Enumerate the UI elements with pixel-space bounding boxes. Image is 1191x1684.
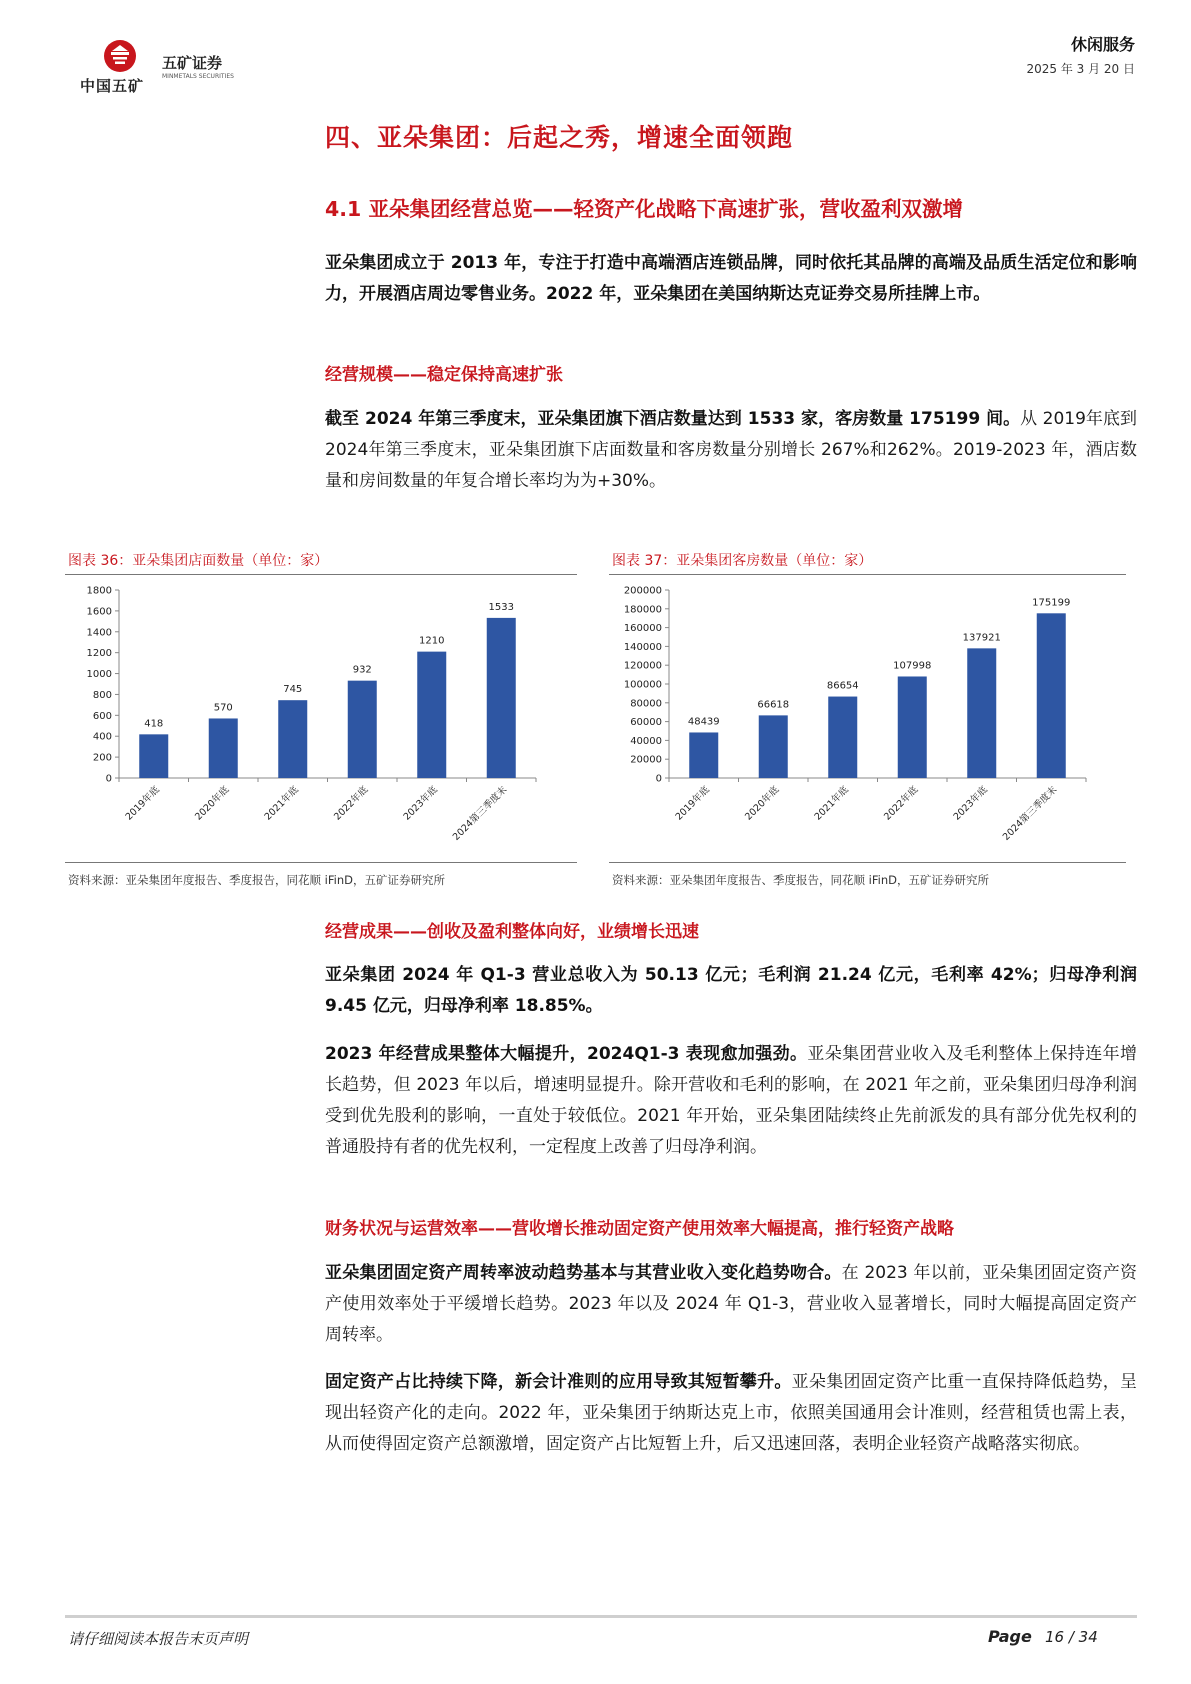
chart-36-source: 资料来源：亚朵集团年度报告、季度报告，同花顺 iFinD，五矿证券研究所: [68, 873, 445, 887]
y-tick-label: 160000: [623, 623, 662, 635]
subsection-title: 4.1 亚朵集团经营总览——轻资产化战略下高速扩张，营收盈利双激增: [325, 197, 963, 221]
x-tick-label: 2024第三季度末: [1000, 784, 1060, 843]
y-tick-label: 180000: [623, 604, 662, 616]
scale-rest: 从 2019年底到2024年第三季度末，亚朵集团旗下店面数量和客房数量分别增长 267%和262%。2019-2023 年，酒店数量和房间数量的年复合增长率均为为+30%。: [325, 409, 1137, 491]
data-label: 570: [213, 702, 233, 714]
bar: [139, 734, 168, 778]
chart-36-top-rule: [65, 574, 577, 575]
page-label: Page: [988, 1627, 1032, 1646]
logo-english-name: MINMETALS SECURITIES: [162, 73, 234, 80]
results-detail-paragraph: [325, 1039, 1137, 1163]
bar: [348, 681, 377, 778]
data-label: 86654: [826, 680, 859, 692]
footer-rule: [65, 1615, 1137, 1618]
y-tick-label: 600: [92, 710, 112, 722]
bar: [487, 618, 516, 778]
x-tick-label: 2021年底: [812, 784, 851, 823]
chart-37-source: 资料来源：亚朵集团年度报告、季度报告，同花顺 iFinD，五矿证券研究所: [612, 873, 989, 887]
bar: [689, 732, 718, 778]
y-tick-label: 0: [655, 773, 662, 785]
x-tick-label: 2019年底: [123, 784, 162, 823]
y-tick-label: 40000: [630, 735, 662, 747]
x-tick-label: 2020年底: [743, 784, 782, 823]
y-tick-label: 1600: [86, 606, 112, 618]
y-tick-label: 1200: [86, 648, 112, 660]
x-tick-label: 2023年底: [401, 784, 440, 823]
results-summary: 亚朵集团 2024 年 Q1-3 营业总收入为 50.13 亿元；毛利润 21.24 亿元，毛利率 42%；归母净利润 9.45 亿元，归母净利率 18.85%。: [325, 965, 1137, 1016]
results-detail-rest: 亚朵集团营业收入及毛利整体上保持连年增长趋势，但 2023 年以后，增速明显提升。除开营收和毛利的影响，在 2021 年之前，亚朵集团归母净利润受到优先股利的影响，一直处于较低位。2021 年开始，亚朵集团陆续终止先前派发的具有部分优先权利的普通股持有者的优先权利，一定程度上改善了归母净利润。: [325, 1044, 1138, 1157]
logo-chinese-name: 中国五矿: [80, 77, 145, 95]
y-tick-label: 400: [92, 731, 112, 743]
data-label: 66618: [757, 699, 790, 711]
company-logo: [80, 38, 240, 96]
chart-36-bottom-rule: [65, 862, 577, 863]
y-tick-label: 1000: [86, 669, 112, 681]
sector-label: 休闲服务: [1070, 35, 1135, 54]
page-number: 16 / 34: [1045, 1628, 1098, 1646]
y-tick-label: 1400: [86, 627, 112, 639]
chart-37-top-rule: [609, 574, 1126, 575]
section-title: 四、亚朵集团：后起之秀，增速全面领跑: [325, 123, 794, 152]
y-tick-label: 120000: [623, 660, 662, 672]
results-heading: 经营成果——创收及盈利整体向好，业绩增长迅速: [325, 922, 699, 942]
y-tick-label: 200: [92, 752, 112, 764]
stores-bar-chart: [65, 576, 577, 856]
finance-turnover-lead: 亚朵集团固定资产周转率波动趋势基本与其营业收入变化趋势吻合。: [325, 1263, 842, 1283]
x-tick-label: 2021年底: [262, 784, 301, 823]
logo-brand-name: 五矿证券: [162, 54, 223, 72]
x-tick-label: 2019年底: [673, 784, 712, 823]
bar: [1037, 613, 1066, 778]
data-label: 48439: [687, 716, 720, 728]
x-tick-label: 2023年底: [951, 784, 990, 823]
report-date: 2025 年 3 月 20 日: [1026, 62, 1135, 76]
data-label: 1210: [419, 635, 445, 647]
intro-paragraph: [325, 248, 1137, 310]
chart-37-title: 图表 37：亚朵集团客房数量（单位：家）: [612, 553, 873, 569]
y-tick-label: 0: [105, 773, 112, 785]
x-tick-label: 2020年底: [193, 784, 232, 823]
finance-heading: 财务状况与运营效率——营收增长推动固定资产使用效率大幅提高，推行轻资产战略: [325, 1219, 954, 1239]
finance-asset-rest: 亚朵集团固定资产比重一直保持降低趋势，呈现出轻资产化的走向。2022 年，亚朵集团于纳斯达克上市，依照美国通用会计准则，经营租赁也需上表，从而使得固定资产总额激增，固定资产占比短暂上升，后又迅速回落，表明企业轻资产战略落实彻底。: [325, 1372, 1138, 1454]
data-label: 107998: [893, 660, 932, 672]
data-label: 175199: [1032, 597, 1071, 609]
footer-disclaimer: 请仔细阅读本报告末页声明: [68, 1630, 249, 1648]
y-tick-label: 200000: [623, 585, 662, 597]
intro-text: 亚朵集团成立于 2013 年，专注于打造中高端酒店连锁品牌，同时依托其品牌的高端及品质生活定位和影响力，开展酒店周边零售业务。2022 年，亚朵集团在美国纳斯达克证券交易所挂牌上市。: [325, 253, 1137, 304]
results-detail-lead: 2023 年经营成果整体大幅提升，2024Q1-3 表现愈加强劲。: [325, 1044, 808, 1064]
y-tick-label: 140000: [623, 641, 662, 653]
scale-lead: 截至 2024 年第三季度末，亚朵集团旗下酒店数量达到 1533 家，客房数量 175199 间。: [325, 409, 1021, 429]
data-label: 137921: [962, 632, 1001, 644]
bar: [759, 715, 788, 778]
bar: [417, 652, 446, 778]
results-summary-paragraph: [325, 960, 1137, 1022]
bar: [278, 700, 307, 778]
y-tick-label: 60000: [630, 717, 662, 729]
finance-turnover-rest: 在 2023 年以前，亚朵集团固定资产资产使用效率处于平缓增长趋势。2023 年以及 2024 年 Q1-3，营业收入显著增长，同时大幅提高固定资产周转率。: [325, 1263, 1138, 1345]
y-tick-label: 20000: [630, 754, 662, 766]
scale-paragraph: [325, 404, 1137, 497]
finance-asset-lead: 固定资产占比持续下降，新会计准则的应用导致其短暂攀升。: [325, 1372, 792, 1392]
data-label: 418: [144, 718, 164, 730]
chart-36-title: 图表 36：亚朵集团店面数量（单位：家）: [68, 553, 329, 569]
y-tick-label: 80000: [630, 698, 662, 710]
y-tick-label: 800: [92, 689, 112, 701]
x-tick-label: 2022年底: [332, 784, 371, 823]
scale-heading: 经营规模——稳定保持高速扩张: [325, 365, 563, 385]
data-label: 745: [283, 684, 303, 696]
finance-turnover-paragraph: [325, 1258, 1137, 1351]
y-tick-label: 1800: [86, 585, 112, 597]
bar: [828, 697, 857, 778]
chart-37-bottom-rule: [609, 862, 1126, 863]
minmetals-emblem-icon: [102, 38, 138, 74]
x-tick-label: 2024第三季度末: [450, 784, 510, 843]
bar: [898, 676, 927, 778]
bar: [967, 648, 996, 778]
x-tick-label: 2022年底: [882, 784, 921, 823]
data-label: 1533: [488, 601, 514, 613]
finance-asset-paragraph: [325, 1367, 1137, 1460]
bar: [209, 718, 238, 778]
y-tick-label: 100000: [623, 679, 662, 691]
rooms-bar-chart: [609, 576, 1126, 856]
data-label: 932: [352, 664, 372, 676]
